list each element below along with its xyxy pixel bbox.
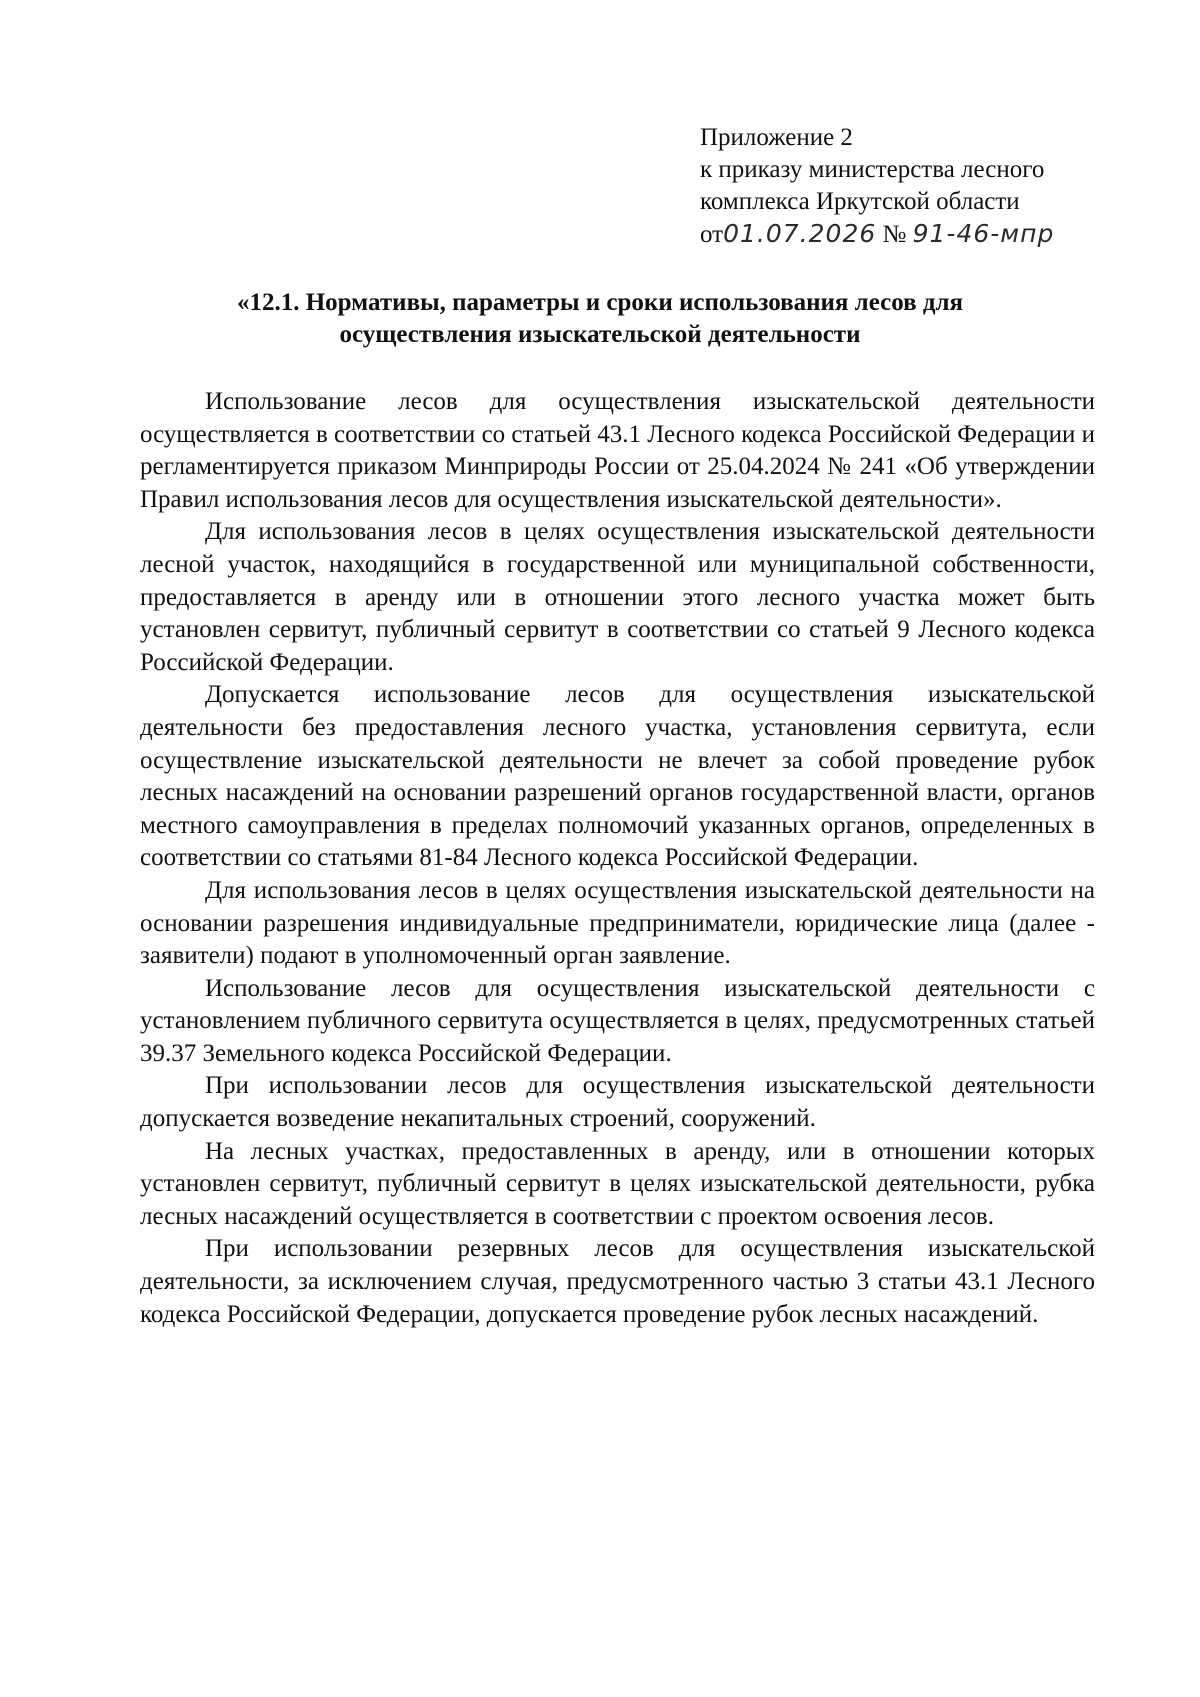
annex-authority: комплекса Иркутской области — [700, 188, 1020, 215]
section-title — [140, 287, 1060, 351]
paragraph: Допускается использование лесов для осуществления изыскательской деятельности без предоставления лесного участка, установления сервитута, если осуществление изыскательской деятельности не влечет за собой проведение рубок лесных насаждений на основании разрешений органов государственной власти, органов местного самоуправления в пределах полномочий указанных органов, определенных в соответствии со статьями 81-84 Лесного кодекса Российской Федерации. — [140, 681, 1095, 872]
paragraph: Для использования лесов в целях осуществления изыскательской деятельности на основании разрешения индивидуальные предприниматели, юридические лица (далее - заявители) подают в уполномоченный орган заявление. — [140, 876, 1095, 970]
paragraph: На лесных участках, предоставленных в аренду, или в отношении которых установлен сервитут, публичный сервитут в целях изыскательской деятельности, рубка лесных насаждений осуществляется в соответствии с проектом освоения лесов. — [140, 1137, 1095, 1230]
annex-header — [700, 122, 1140, 251]
document-body — [140, 386, 1095, 1331]
paragraph: Для использования лесов в целях осуществления изыскательской деятельности лесной участок, находящийся в государственной или муниципальной собственности, предоставляется в аренду или в отношении этого лесного участка может быть установлен сервитут, публичный сервитут в соответствии со статьей 9 Лесного кодекса Российской Федерации. — [140, 518, 1095, 676]
annex-order-reference: к приказу министерства лесного — [700, 156, 1045, 183]
handwritten-date: 01.07.2026 — [723, 219, 877, 248]
paragraph: Использование лесов для осуществления изыскательской деятельности осуществляется в соответствии со статьей 43.1 Лесного кодекса Российской Федерации и регламентируется приказом Минприроды России от 25.04.2024 № 241 «Об утверждении Правил использования лесов для осуществления изыскательской деятельности». — [140, 388, 1095, 513]
section-title-line-1: «12.1. Нормативы, параметры и сроки использования лесов для — [236, 289, 964, 316]
paragraph: При использовании лесов для осуществления изыскательской деятельности допускается возведение некапитальных строений, сооружений. — [140, 1072, 1095, 1133]
annex-date-number-line — [700, 218, 1140, 251]
section-title-line-2: осуществления изыскательской деятельности — [339, 321, 861, 348]
paragraph: При использовании резервных лесов для осуществления изыскательской деятельности, за исключением случая, предусмотренного частью 3 статьи 43.1 Лесного кодекса Российской Федерации, допускается проведение рубок лесных насаждений. — [140, 1235, 1095, 1328]
annex-title: Приложение 2 — [700, 124, 853, 151]
handwritten-order-number: 91-46-мпр — [912, 219, 1055, 248]
paragraph: Использование лесов для осуществления изыскательской деятельности с установлением публичного сервитута осуществляется в целях, предусмотренных статьей 39.37 Земельного кодекса Российской Федерации. — [140, 974, 1095, 1067]
number-prefix: № — [876, 221, 913, 248]
date-prefix: от — [700, 221, 724, 248]
